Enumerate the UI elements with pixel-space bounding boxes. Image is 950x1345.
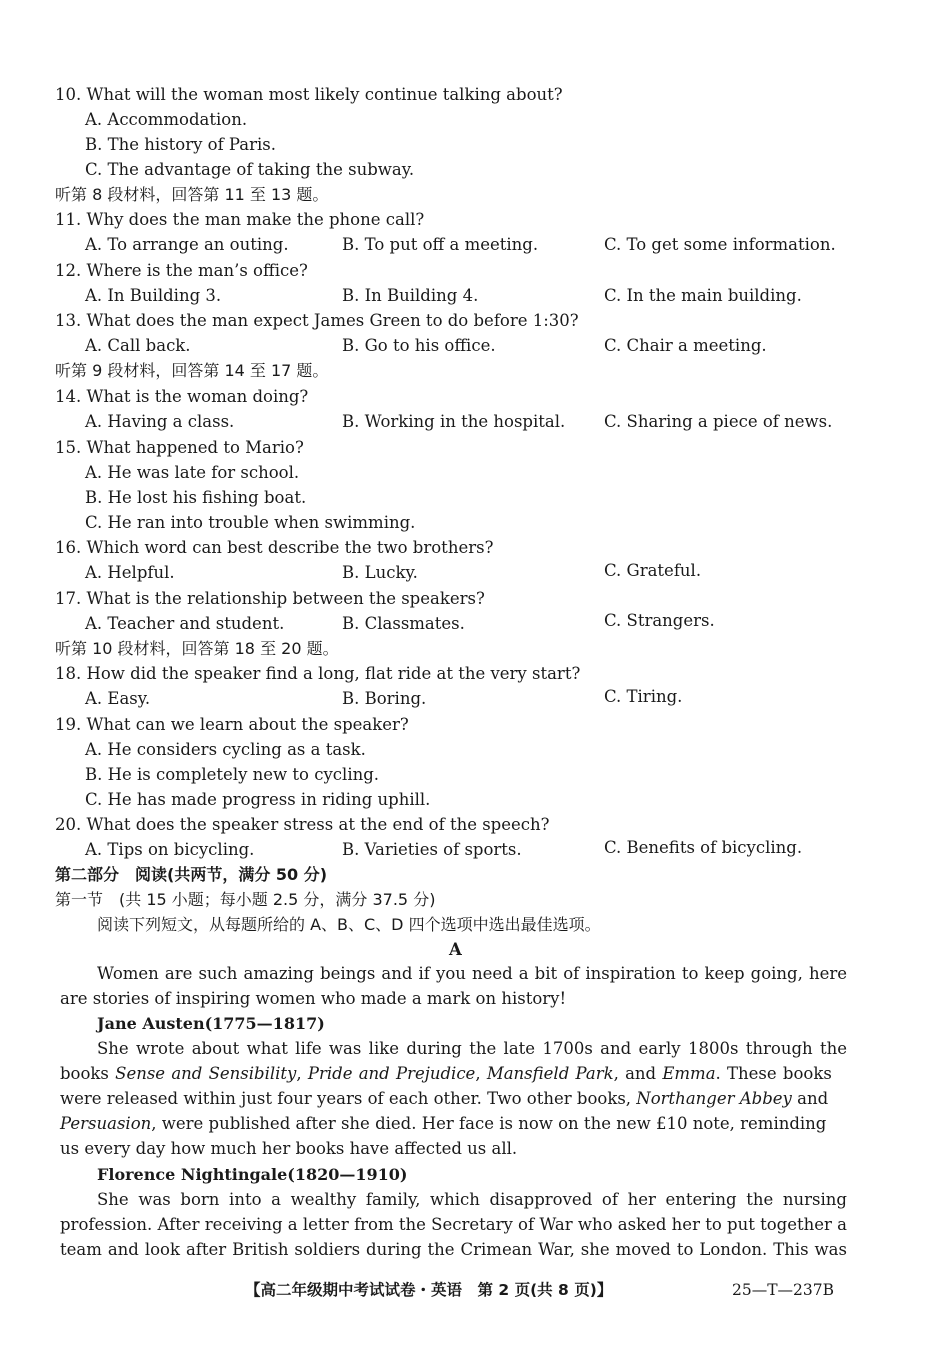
nightingale-heading: Florence Nightingale(1820—1910)	[97, 1165, 408, 1184]
q19-option-b: B. He is completely new to cycling.	[85, 765, 380, 784]
book-title: Emma	[662, 1064, 716, 1083]
q17-option-a: A. Teacher and student.	[85, 614, 285, 633]
austen-line-1: She wrote about what life was like during the late 1700s and early 1800s through the	[97, 1039, 847, 1058]
austen-line-5: us every day how much her books have affected us all.	[60, 1139, 518, 1158]
section-one-title: 第一节 (共 15 小题；每小题 2.5 分，满分 37.5 分)	[55, 890, 436, 909]
austen-line-3: were released within just four years of each other. Two other books, Northanger Abbey and	[60, 1089, 829, 1108]
passage-label: A	[449, 940, 462, 959]
question-13: 13. What does the man expect James Green to do before 1:30?	[55, 311, 579, 330]
q12-option-c: C. In the main building.	[604, 286, 802, 305]
instruction-section-9: 听第 9 段材料，回答第 14 至 17 题。	[55, 361, 329, 380]
question-12: 12. Where is the man’s office?	[55, 261, 308, 280]
q20-option-a: A. Tips on bicycling.	[85, 840, 255, 859]
q16-option-b: B. Lucky.	[342, 563, 418, 582]
q14-option-b: B. Working in the hospital.	[342, 412, 566, 431]
q14-option-a: A. Having a class.	[85, 412, 235, 431]
q10-option-a: A. Accommodation.	[85, 110, 248, 129]
book-title: Pride and Prejudice	[307, 1064, 476, 1083]
nightingale-line-3: team and look after British soldiers during the Crimean War, she moved to London. This was	[60, 1240, 847, 1259]
austen-heading: Jane Austen(1775—1817)	[97, 1014, 325, 1033]
q16-option-a: A. Helpful.	[85, 563, 175, 582]
q15-option-c: C. He ran into trouble when swimming.	[85, 513, 416, 532]
question-14: 14. What is the woman doing?	[55, 387, 309, 406]
q18-option-b: B. Boring.	[342, 689, 427, 708]
passage-intro-line-1: Women are such amazing beings and if you need a bit of inspiration to keep going, here	[97, 964, 847, 983]
austen-line-2: books Sense and Sensibility, Pride and Prejudice, Mansfield Park, and Emma. These books	[60, 1064, 832, 1083]
part-two-title: 第二部分 阅读(共两节，满分 50 分)	[55, 865, 328, 884]
footer-title: 【高二年级期中考试试卷・英语 第 2 页(共 8 页)】	[245, 1281, 613, 1299]
q10-option-b: B. The history of Paris.	[85, 135, 277, 154]
q13-option-c: C. Chair a meeting.	[604, 336, 767, 355]
question-18: 18. How did the speaker find a long, flat ride at the very start?	[55, 664, 581, 683]
q11-option-c: C. To get some information.	[604, 235, 836, 254]
book-title: Northanger Abbey	[636, 1089, 792, 1108]
question-17: 17. What is the relationship between the speakers?	[55, 589, 485, 608]
q15-option-b: B. He lost his fishing boat.	[85, 488, 307, 507]
q16-option-c: C. Grateful.	[604, 561, 702, 580]
austen-line-4: Persuasion, were published after she died. Her face is now on the new £10 note, reminding	[60, 1114, 827, 1133]
footer-code: 25—T—237B	[732, 1281, 835, 1299]
q15-option-a: A. He was late for school.	[85, 463, 300, 482]
q12-option-b: B. In Building 4.	[342, 286, 479, 305]
q13-option-b: B. Go to his office.	[342, 336, 496, 355]
q18-option-a: A. Easy.	[85, 689, 151, 708]
q19-option-a: A. He considers cycling as a task.	[85, 740, 366, 759]
passage-intro-line-2: are stories of inspiring women who made a mark on history!	[60, 989, 567, 1008]
q14-option-c: C. Sharing a piece of news.	[604, 412, 833, 431]
question-16: 16. Which word can best describe the two brothers?	[55, 538, 494, 557]
q20-option-b: B. Varieties of sports.	[342, 840, 522, 859]
q11-option-b: B. To put off a meeting.	[342, 235, 539, 254]
book-title: Mansfield Park	[486, 1064, 614, 1083]
nightingale-line-1: She was born into a wealthy family, which disapproved of her entering the nursing	[97, 1190, 847, 1209]
question-11: 11. Why does the man make the phone call?	[55, 210, 425, 229]
nightingale-line-2: profession. After receiving a letter from the Secretary of War who asked her to put together a	[60, 1215, 847, 1234]
q17-option-b: B. Classmates.	[342, 614, 465, 633]
instruction-section-8: 听第 8 段材料，回答第 11 至 13 题。	[55, 185, 329, 204]
q20-option-c: C. Benefits of bicycling.	[604, 838, 803, 857]
book-title: Sense and Sensibility	[115, 1064, 297, 1083]
reading-instruction: 阅读下列短文，从每题所给的 A、B、C、D 四个选项中选出最佳选项。	[97, 915, 601, 934]
question-10: 10. What will the woman most likely continue talking about?	[55, 85, 563, 104]
q10-option-c: C. The advantage of taking the subway.	[85, 160, 415, 179]
question-19: 19. What can we learn about the speaker?	[55, 715, 409, 734]
q19-option-c: C. He has made progress in riding uphill.	[85, 790, 431, 809]
instruction-section-10: 听第 10 段材料，回答第 18 至 20 题。	[55, 639, 339, 658]
q12-option-a: A. In Building 3.	[85, 286, 222, 305]
q17-option-c: C. Strangers.	[604, 611, 715, 630]
question-20: 20. What does the speaker stress at the end of the speech?	[55, 815, 550, 834]
question-15: 15. What happened to Mario?	[55, 438, 304, 457]
q13-option-a: A. Call back.	[85, 336, 191, 355]
q18-option-c: C. Tiring.	[604, 687, 683, 706]
book-title: Persuasion	[60, 1114, 152, 1133]
q11-option-a: A. To arrange an outing.	[85, 235, 289, 254]
